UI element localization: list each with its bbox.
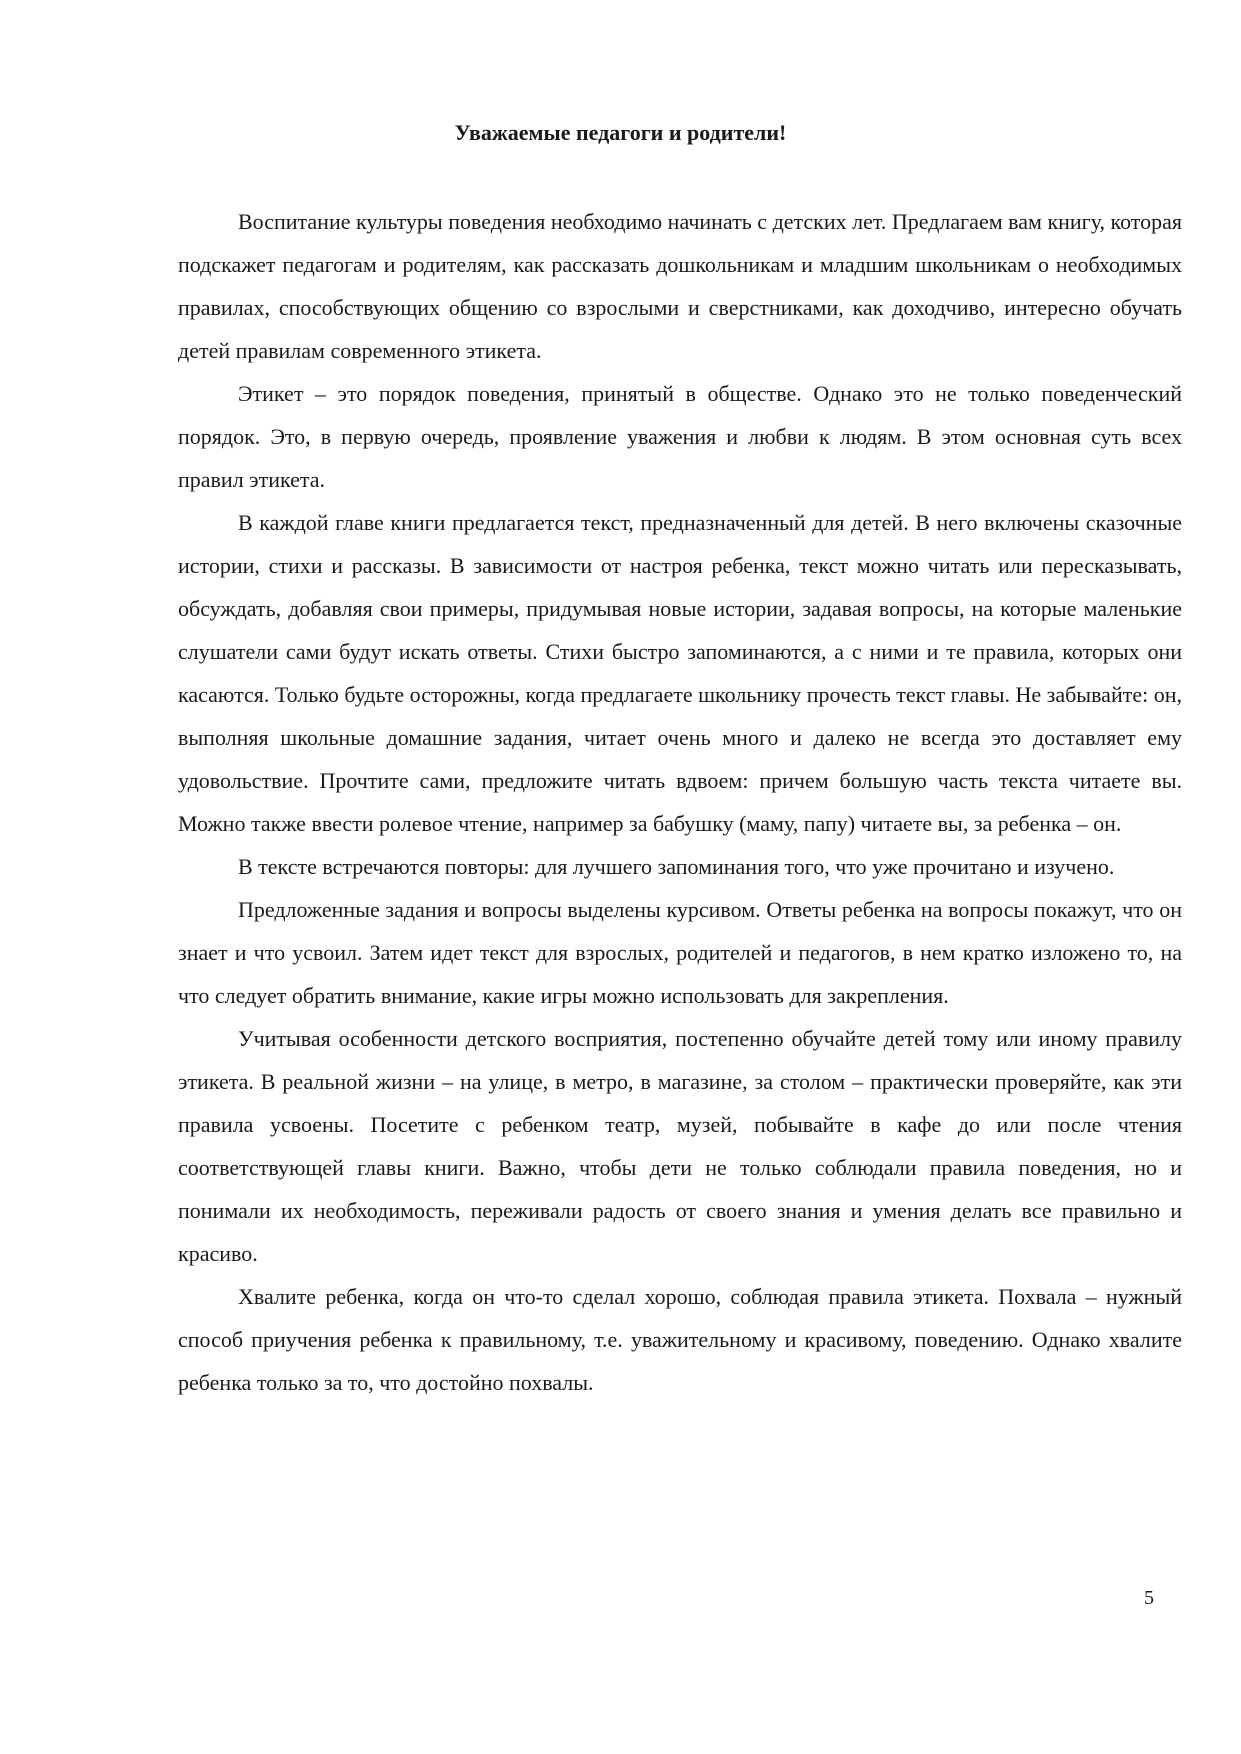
paragraph-4: В тексте встречаются повторы: для лучшего запоминания того, что уже прочитано и изучено. (238, 854, 1115, 879)
paragraph-5: Предложенные задания и вопросы выделены курсивом. Ответы ребенка на вопросы покажут, что он знает и что усвоил. Затем идет текст для взрослых, родителей и педагогов, в нем кратко изложено то, на что следует обратить внимание, какие игры можно использовать для закрепления. (178, 897, 1182, 1008)
paragraph-3: В каждой главе книги предлагается текст, предназначенный для детей. В него включены сказочные истории, стихи и рассказы. В зависимости от настроя ребенка, текст можно читать или пересказывать, обсуждать, добавляя свои примеры, придумывая новые истории, задавая вопросы, на которые маленькие слушатели сами будут искать ответы. Стихи быстро запоминаются, а с ними и те правила, которых они касаются. Только будьте осторожны, когда предлагаете школьнику прочесть текст главы. Не забывайте: он, выполняя школьные домашние задания, читает очень много и далеко не всегда это доставляет ему удовольствие. Прочтите сами, предложите читать вдвоем: причем большую часть текста читаете вы. Можно также ввести ролевое чтение, например за бабушку (маму, папу) читаете вы, за ребенка – он. (178, 510, 1182, 836)
page-number: 5 (1144, 1587, 1154, 1609)
paragraph-2: Этикет – это порядок поведения, принятый в обществе. Однако это не только поведенческий порядок. Это, в первую очередь, проявление уважения и любви к людям. В этом основная суть всех правил этикета. (178, 381, 1182, 492)
body-text (178, 200, 1182, 1404)
paragraph-1: Воспитание культуры поведения необходимо начинать с детских лет. Предлагаем вам книгу, которая подскажет педагогам и родителям, как рассказать дошкольникам и младшим школьникам о необходимых правилах, способствующих общению со взрослыми и сверстниками, как доходчиво, интересно обучать детей правилам современного этикета. (178, 209, 1182, 363)
page-title: Уважаемые педагоги и родители! (454, 120, 787, 145)
paragraph-6: Учитывая особенности детского восприятия, постепенно обучайте детей тому или иному правилу этикета. В реальной жизни – на улице, в метро, в магазине, за столом – практически проверяйте, как эти правила усвоены. Посетите с ребенком театр, музей, побывайте в кафе до или после чтения соответствующей главы книги. Важно, чтобы дети не только соблюдали правила поведения, но и понимали их необходимость, переживали радость от своего знания и умения делать все правильно и красиво. (178, 1026, 1182, 1266)
paragraph-7: Хвалите ребенка, когда он что-то сделал хорошо, соблюдая правила этикета. Похвала – нужный способ приучения ребенка к правильному, т.е. уважительному и красивому, поведению. Однако хвалите ребенка только за то, что достойно похвалы. (178, 1284, 1182, 1395)
